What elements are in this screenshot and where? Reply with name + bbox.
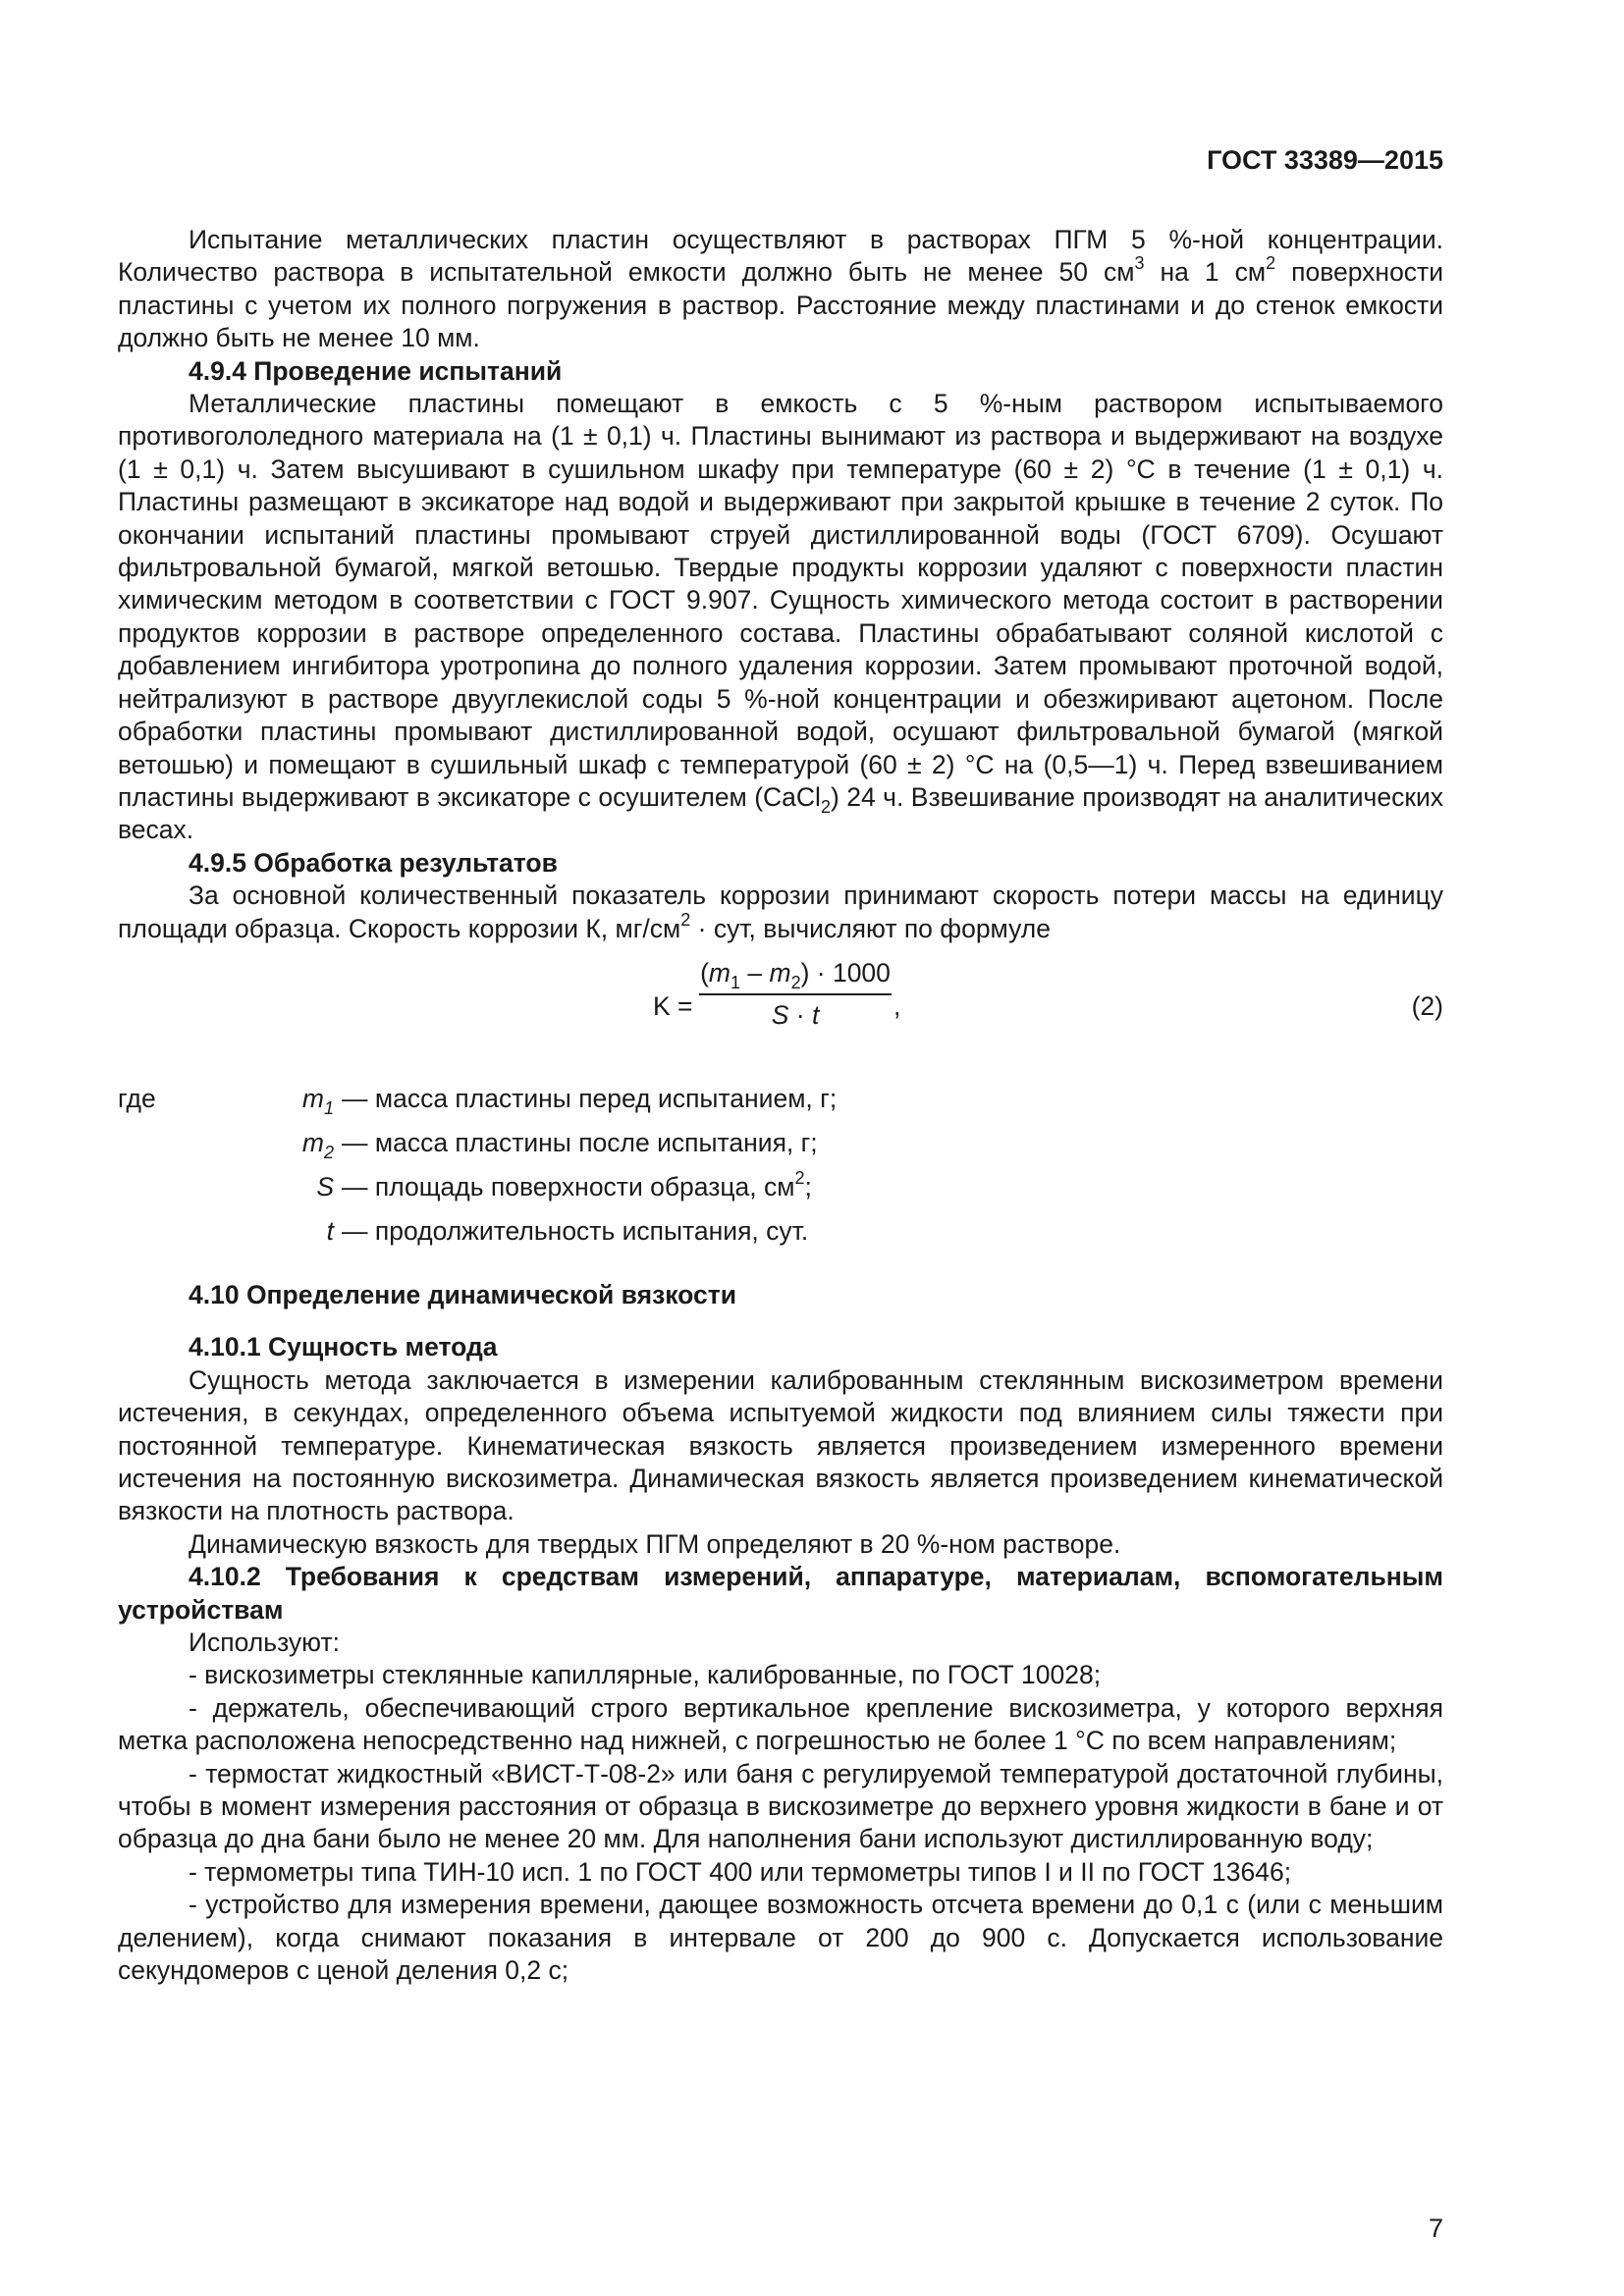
formula-fraction	[697, 957, 893, 1033]
paragraph-4-9-5	[118, 880, 1443, 945]
minus-sign: –	[740, 957, 770, 988]
subscript: 2	[790, 972, 801, 992]
legend-row	[118, 1215, 1443, 1259]
legend-symbol: t	[326, 1215, 334, 1246]
paragraph-text-a: Металлические пластины помещают в емкость с 5 %-ным раствором испытываемого противогололедного материала на (1 ± 0,1) ч. Пластины вынимают из раствора и выдерживают на воздухе (1 ± 0,1) ч. Затем высушивают в сушильном шкафу при температуре (60 ± 2) °С в течение (1 ± 0,1) ч. Пластины размещают в эксикаторе над водой и выдерживают при закрытой крышке в течение 2 суток. По окончании испытаний пластины промывают струей дистиллированной воды (ГОСТ 6709). Осушают фильтровальной бумагой, мягкой ветошью. Твердые продукты коррозии удаляют с поверхности пластин химическим методом в соответствии с ГОСТ 9.907. Сущность химического метода состоит в растворении продуктов коррозии в растворе определенного состава. Пластины обрабатывают соляной кислотой с добавлением ингибитора уротропина до полного удаления коррозии. Затем промывают проточной водой, нейтрализуют в растворе двууглекислой соды 5 %-ной концентрации и обезжиривают ацетоном. После обработки пластины промывают дистиллированной водой, осушают фильтровальной бумагой (мягкой ветошью) и помещают в сушильный шкаф с температурой (60 ± 2) °С на (0,5—1) ч. Перед взвешиванием пластины выдерживают в эксикаторе с осушителем (CaCl	[118, 389, 1443, 812]
legend-row	[118, 1167, 1443, 1215]
legend-row	[118, 1083, 1443, 1127]
paragraph-4-9-4	[118, 388, 1443, 847]
paragraph-text-b: ) 24 ч. Взвешивание производят на аналитических весах.	[118, 781, 1443, 845]
paragraph-text-a: За основной количественный показатель коррозии принимают скорость потери массы на единицу площади образца. Скорость коррозии К, мг/см	[118, 881, 1443, 943]
legend-text-a: — площадь поверхности образца, см	[342, 1171, 795, 1201]
paragraph-4-10-1: Сущность метода заключается в измерении калиброванным стеклянным вискозиметром времени истечения, в секундах, определенного объема испытуемой жидкости под влиянием силы тяжести при постоянной температуре. Кинематическая вязкость является произведением измеренного времени истечения на постоянную вискозиметра. Динамическая вязкость является произведением кинематической вязкости на плотность раствора.	[118, 1364, 1443, 1526]
legend-text: — масса пластины перед испытанием, г;	[342, 1083, 838, 1113]
formula-lhs: K =	[653, 990, 693, 1021]
intro-text-c: поверхности пластины с учетом их полного погружения в раствор. Расстояние между пластинами и до стенок емкости должно быть не менее 10 мм.	[118, 257, 1443, 353]
dot-operator: ·	[788, 1000, 812, 1031]
superscript: 3	[1134, 253, 1145, 274]
symbol-letter: m	[301, 1083, 324, 1113]
heading-4-10: 4.10 Определение динамической вязкости	[189, 1279, 737, 1309]
list-intro: Используют:	[189, 1628, 340, 1657]
list-item: - держатель, обеспечивающий строго вертикальное крепление вискозиметра, у которого верхняя метка расположена непосредственно над нижней, с погрешностью не более 1 °С по всем направлениям;	[118, 1692, 1443, 1756]
intro-text-a: Испытание металлических пластин осуществляют в растворах ПГМ 5 %-ной концентрации. Количество раствора в испытательной емкости должно быть не менее 50 см	[118, 225, 1443, 288]
var-s: S	[771, 1000, 789, 1031]
legend-text-b: ;	[804, 1171, 812, 1201]
legend-text: — продолжительность испытания, сут.	[342, 1215, 809, 1246]
list-item: - термостат жидкостный «ВИСТ-Т-08-2» или баня с регулируемой температурой достаточной глубины, чтобы в момент измерения расстояния от образца в вискозиметре до верхнего уровня жидкости в бане и от образца до дна бани было не менее 20 мм. Для наполнения бани используют дистиллированную воду;	[118, 1758, 1443, 1854]
formula-2	[118, 953, 1443, 1071]
formula-number: (2)	[1411, 990, 1443, 1021]
legend-text	[342, 1167, 812, 1203]
document-header: ГОСТ 33389—2015	[1207, 145, 1443, 175]
paragraph-text-b: · сут, вычисляют по формуле	[690, 913, 1051, 943]
page-number: 7	[1428, 2214, 1443, 2243]
superscript: 2	[1266, 253, 1276, 274]
var-m: m	[769, 957, 791, 988]
document-page	[118, 0, 1443, 2296]
heading-4-9-5: 4.9.5 Обработка результатов	[189, 847, 558, 878]
intro-text-b: на 1 см	[1144, 257, 1267, 288]
symbol-letter: m	[301, 1127, 324, 1157]
list-item: - термометры типа ТИН-10 исп. 1 по ГОСТ 400 или термометры типов I и II по ГОСТ 13646;	[189, 1856, 1292, 1887]
legend-label: где	[118, 1083, 156, 1113]
var-t: t	[811, 1000, 820, 1031]
document-body	[118, 224, 1443, 1987]
superscript: 2	[680, 909, 691, 930]
formula-numerator	[697, 957, 893, 993]
heading-4-10-2: 4.10.2 Требования к средствам измерений, аппаратуре, материалам, вспомогательным устройствам	[118, 1562, 1443, 1625]
subscript: 2	[323, 1142, 334, 1162]
variable-legend	[118, 1083, 1443, 1259]
paragraph-4-10-1-b: Динамическую вязкость для твердых ПГМ определяют в 20 %-ном растворе.	[189, 1528, 1121, 1559]
subscript: 2	[820, 796, 831, 817]
numerator-tail: ) · 1000	[800, 957, 891, 988]
legend-text: — масса пластины после испытания, г;	[342, 1127, 818, 1157]
formula-comma: ,	[893, 990, 901, 1021]
legend-symbol: S	[316, 1171, 334, 1201]
legend-row	[118, 1127, 1443, 1171]
formula-denominator	[697, 995, 893, 1032]
legend-symbol	[301, 1083, 334, 1118]
intro-paragraph	[118, 224, 1443, 355]
list-item: - устройство для измерения времени, дающее возможность отсчета времени до 0,1 с (или с меньшим делением), когда снимают показания в интервале от 200 до 900 с. Допускается использование секундомеров с ценой деления 0,2 с;	[118, 1890, 1443, 1986]
subscript: 1	[323, 1097, 334, 1118]
list-item: - вискозиметры стеклянные капиллярные, калиброванные, по ГОСТ 10028;	[189, 1660, 1102, 1690]
heading-4-10-1: 4.10.1 Сущность метода	[189, 1332, 498, 1362]
legend-symbol	[301, 1127, 334, 1162]
subscript: 1	[731, 972, 741, 992]
superscript: 2	[794, 1167, 805, 1188]
heading-4-9-4: 4.9.4 Проведение испытаний	[189, 355, 563, 386]
var-m: m	[708, 957, 731, 988]
paren-open: (	[700, 957, 709, 988]
